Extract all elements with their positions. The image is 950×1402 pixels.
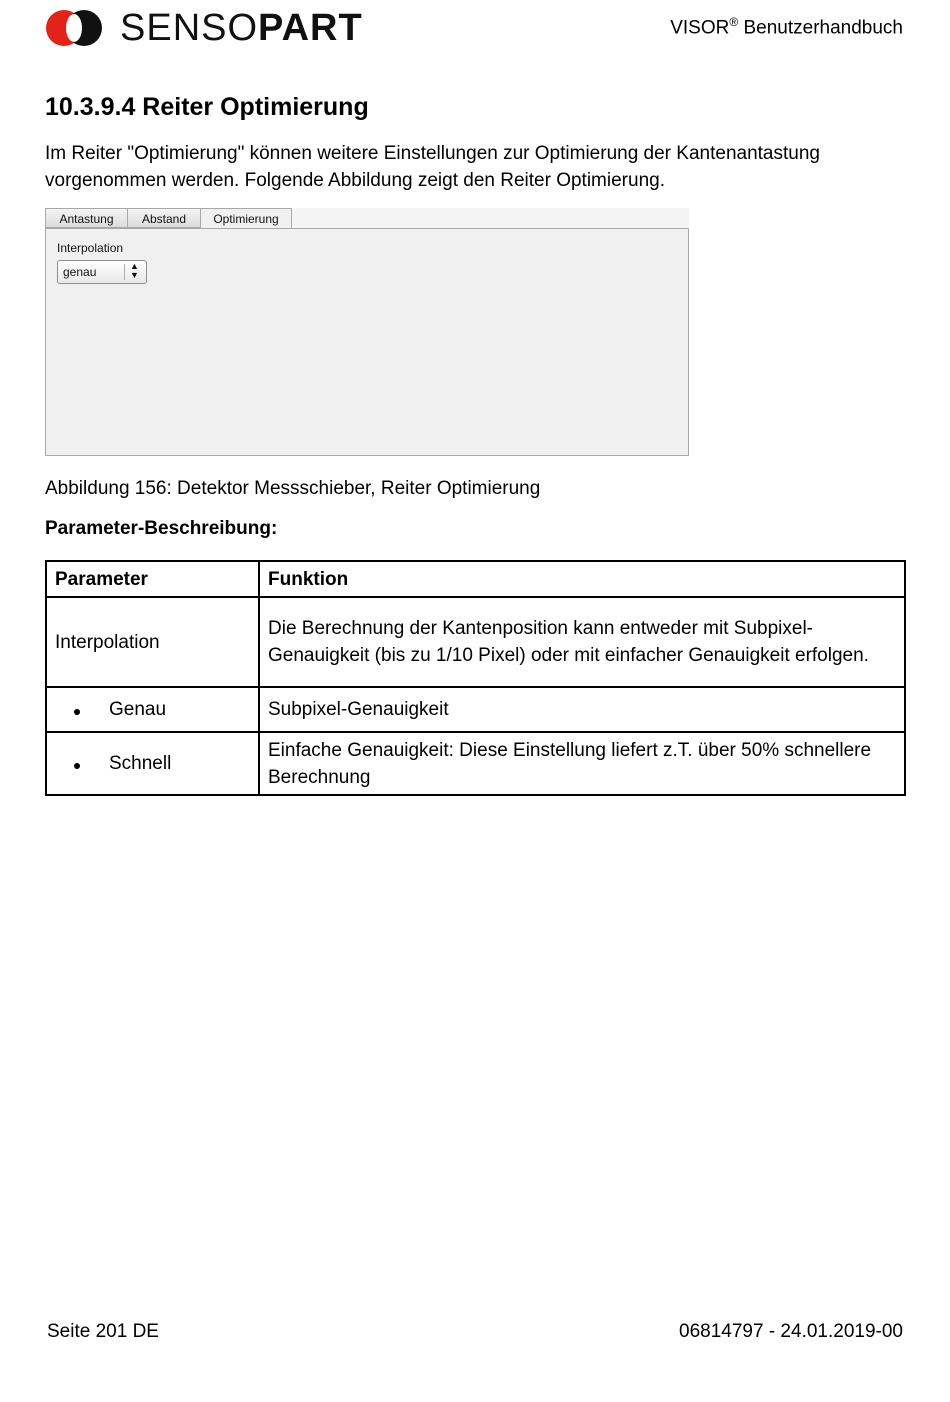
sensopart-logo — [46, 8, 363, 48]
tab-panel — [45, 228, 689, 456]
bullet-icon — [74, 709, 80, 715]
page-number: Seite 201 DE — [47, 1321, 159, 1342]
function-cell: Einfache Genauigkeit: Diese Einstellung liefert z.T. über 50% schnellere Berechnung — [259, 732, 905, 795]
bullet-icon — [74, 763, 80, 769]
document-id: 06814797 - 24.01.2019-00 — [679, 1321, 903, 1342]
tab-bar — [45, 208, 689, 229]
interpolation-select[interactable] — [57, 260, 147, 284]
intro-paragraph: Im Reiter "Optimierung" können weitere Einstellungen zur Optimierung der Kantenantastung vorgenommen werden. Folgende Abbildung zeigt den Reiter Optimierung. — [45, 143, 820, 191]
function-cell: Subpixel-Genauigkeit — [259, 687, 905, 732]
param-cell-bulleted: Genau — [46, 687, 259, 732]
parameter-table — [45, 560, 906, 796]
tab-abstand[interactable]: Abstand — [127, 208, 201, 228]
param-cell-bulleted: Schnell — [46, 732, 259, 795]
param-cell: Interpolation — [46, 597, 259, 687]
logo-wordmark: SENSOPART — [120, 7, 363, 49]
select-divider — [124, 264, 125, 280]
parameter-heading: Parameter-Beschreibung: — [45, 518, 278, 539]
function-cell: Die Berechnung der Kantenposition kann entweder mit Subpixel-Genauigkeit (bis zu 1/10 Pixel) oder mit einfacher Genauigkeit erfolgen. — [259, 597, 905, 687]
optimierung-screenshot — [45, 208, 689, 456]
select-value: genau — [63, 265, 97, 279]
table-header-row — [46, 561, 905, 597]
logo-mark-icon — [46, 9, 104, 47]
tab-antastung[interactable]: Antastung — [45, 208, 128, 228]
header-parameter: Parameter — [46, 561, 259, 597]
document-title: VISOR® Benutzerhandbuch — [670, 15, 903, 39]
table-row — [46, 597, 905, 687]
tab-optimierung[interactable]: Optimierung — [200, 208, 292, 230]
updown-arrows-icon: ▲ ▼ — [130, 261, 139, 280]
header-funktion: Funktion — [259, 561, 905, 597]
table-row — [46, 732, 905, 795]
interpolation-label: Interpolation — [57, 241, 124, 255]
table-row — [46, 687, 905, 732]
figure-caption: Abbildung 156: Detektor Messschieber, Reiter Optimierung — [45, 478, 541, 499]
section-title: 10.3.9.4 Reiter Optimierung — [45, 93, 369, 121]
